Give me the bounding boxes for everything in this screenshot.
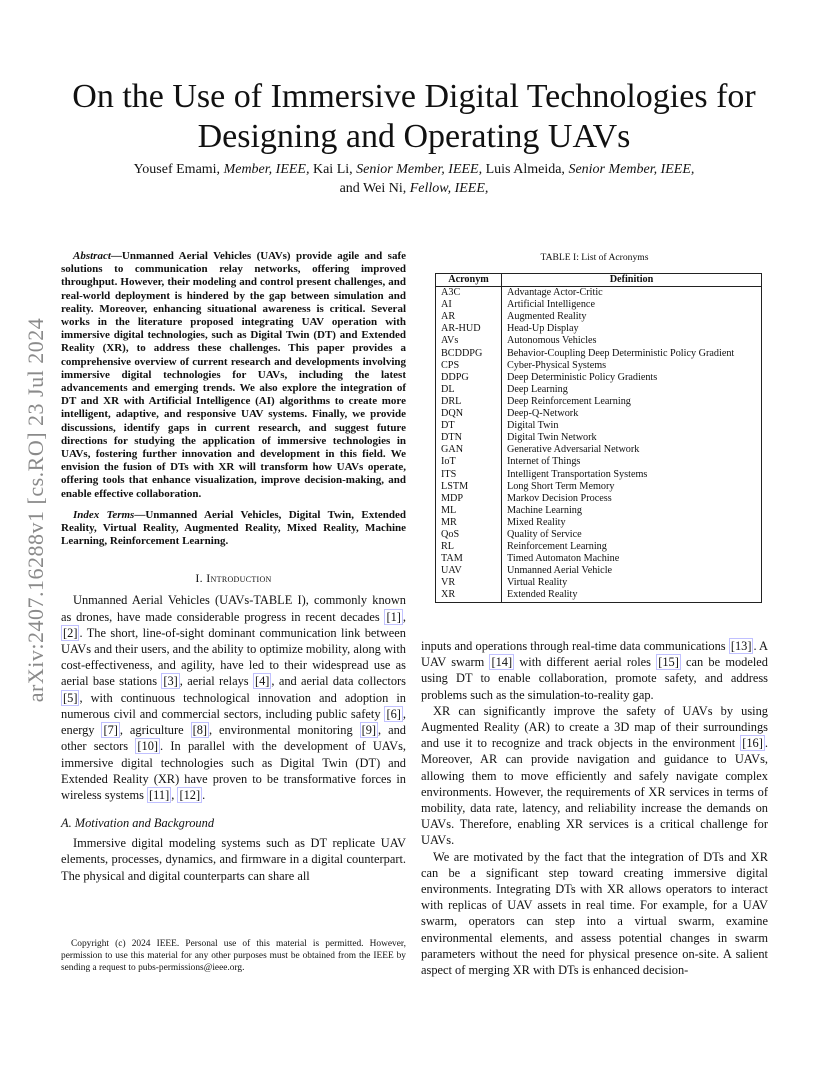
header-definition: Definition <box>502 274 762 287</box>
author-3-role: Senior Member, IEEE, <box>568 162 695 177</box>
definition-cell: Internet of Things <box>502 456 762 468</box>
intro-text: , and aerial data collectors <box>271 674 406 689</box>
abstract-text: —Unmanned Aerial Vehicles (UAVs) provide agile and safe solutions to communication relay networks, offering improved throughput. However, their modeling and control present challenges, and real-world deployment is hindered by the gap between simulation and reality. Moreover, enhancing situational awareness is critical. Several works in the literature proposed integrating UAV operation with immersive digital technologies, such as Digital Twin (DT) and Extended Reality (XR), to address these challenges. This paper provides a comprehensive overview of current research and developments involving immersive digital technologies for UAVs, including the latest advancements and emerging trends. We also explore the integration of DT and XR with Artificial Intelligence (AI) algorithms to create more intelligent, adaptive, and responsive UAV systems. Finally, we provide discussions, identify gaps in current research, and suggest future directions for studying the application of immersive technologies in UAVs, fostering further innovation and development in this field. We envision the fusion of DTs with XR will transform how UAVs operate, offering tools that enhance visualization, improve decision-making, and enable effective collaboration. <box>61 250 406 500</box>
definition-cell: Head-Up Display <box>502 323 762 335</box>
acronym-table-block <box>421 250 768 603</box>
table-row <box>436 589 762 602</box>
acronym-cell: DT <box>436 420 502 432</box>
definition-cell: Advantage Actor-Critic <box>502 287 762 300</box>
table-row <box>436 565 762 577</box>
motivation-paragraph: Immersive digital modeling systems such as DT replicate UAV elements, processes, dynamics, and firmware in a digital counterpart. The physical and digital counterparts can share all <box>61 836 406 883</box>
definition-cell: Deep Reinforcement Learning <box>502 396 762 408</box>
table-row <box>436 469 762 481</box>
intro-text: , environmental monitoring <box>209 723 360 738</box>
intro-text: , <box>402 609 406 624</box>
table-row <box>436 372 762 384</box>
definition-cell: Digital Twin Network <box>502 432 762 444</box>
citation-link[interactable]: [16] <box>742 736 763 751</box>
definition-cell: Autonomous Vehicles <box>502 335 762 347</box>
acronym-cell: TAM <box>436 553 502 565</box>
acronym-cell: IoT <box>436 456 502 468</box>
acronym-cell: AVs <box>436 335 502 347</box>
author-1-role: Member, IEEE, <box>223 162 310 177</box>
definition-cell: Deep-Q-Network <box>502 408 762 420</box>
acronym-cell: RL <box>436 541 502 553</box>
definition-cell: Mixed Reality <box>502 517 762 529</box>
table-row <box>436 541 762 553</box>
table-row <box>436 420 762 432</box>
left-column <box>61 250 406 884</box>
table-row <box>436 529 762 541</box>
index-terms-text: —Unmanned Aerial Vehicles, Digital Twin, Extended Reality, Virtual Reality, Augmented Reality, Mixed Reality, Machine Learning, Reinforcement Learning. <box>61 508 406 548</box>
table-row <box>436 335 762 347</box>
citation-link[interactable]: [11] <box>149 787 170 802</box>
header-acronym: Acronym <box>436 274 502 287</box>
intro-text: Unmanned Aerial Vehicles (UAVs-TABLE I), commonly known as drones, have made considerable progress in recent decades <box>61 593 406 624</box>
intro-text: . The short, line-of-sight dominant communication link between UAVs and their users, and the ability to optimize mobility, along with cost-effectiveness, and agility, have led to their widespread use as aerial base stations <box>61 625 406 689</box>
acronym-cell: UAV <box>436 565 502 577</box>
citation-link[interactable]: [4] <box>254 674 270 689</box>
table-row <box>436 456 762 468</box>
table-row <box>436 517 762 529</box>
section-number: I. <box>195 571 207 586</box>
citation-link[interactable]: [2] <box>63 625 78 640</box>
table-row <box>436 432 762 444</box>
citation-link[interactable]: [1] <box>386 609 401 624</box>
acronym-cell: DTN <box>436 432 502 444</box>
definition-cell: Unmanned Aerial Vehicle <box>502 565 762 577</box>
table-caption: TABLE I: List of Acronyms <box>540 252 649 263</box>
arxiv-identifier: arXiv:2407.16288v1 [cs.RO] 23 Jul 2024 <box>23 317 49 703</box>
citation-link[interactable]: [14] <box>491 655 513 670</box>
author-2: Kai Li, <box>309 162 357 177</box>
acronym-cell: ML <box>436 505 502 517</box>
citation-link[interactable]: [6] <box>386 706 401 721</box>
definition-cell: Machine Learning <box>502 505 762 517</box>
citation-link[interactable]: [7] <box>103 723 118 738</box>
table-row <box>436 408 762 420</box>
citation-link[interactable]: [8] <box>192 723 208 738</box>
acronym-cell: MR <box>436 517 502 529</box>
acronym-cell: VR <box>436 577 502 589</box>
body-text: with different aerial roles <box>514 655 657 670</box>
acronym-cell: CPS <box>436 360 502 372</box>
table-header-row <box>436 274 762 287</box>
table-row <box>436 444 762 456</box>
acronym-cell: BCDDPG <box>436 348 502 360</box>
definition-cell: Reinforcement Learning <box>502 541 762 553</box>
citation-link[interactable]: [12] <box>179 787 201 802</box>
table-row <box>436 299 762 311</box>
definition-cell: Cyber-Physical Systems <box>502 360 762 372</box>
author-list <box>60 160 768 198</box>
author-4: and Wei Ni, <box>339 181 410 196</box>
acronym-cell: AR-HUD <box>436 323 502 335</box>
acronym-cell: GAN <box>436 444 502 456</box>
subsection-heading: A. Motivation and Background <box>61 816 215 831</box>
index-terms-lead: Index Terms <box>73 508 135 521</box>
citation-link[interactable]: [5] <box>63 690 78 705</box>
table-row <box>436 384 762 396</box>
acronym-cell: DDPG <box>436 372 502 384</box>
right-paragraph-1 <box>421 638 768 703</box>
definition-cell: Virtual Reality <box>502 577 762 589</box>
abstract <box>61 250 406 501</box>
definition-cell: Behavior-Coupling Deep Deterministic Policy Gradient <box>502 348 762 360</box>
table-row <box>436 311 762 323</box>
body-text: can be modeled using DT to enable collaboration, promote safety, and address problems such as the simulation-to-reality gap. <box>421 655 768 702</box>
acronym-table-body <box>436 287 762 602</box>
arxiv-side-stamp <box>22 300 50 720</box>
right-column-body <box>421 638 768 978</box>
citation-link[interactable]: [10] <box>137 739 159 754</box>
table-row <box>436 505 762 517</box>
table-row <box>436 348 762 360</box>
acronym-cell: ITS <box>436 469 502 481</box>
definition-cell: Extended Reality <box>502 589 762 602</box>
table-row <box>436 493 762 505</box>
abstract-lead: Abstract <box>73 250 111 262</box>
copyright-footnote: Copyright (c) 2024 IEEE. Personal use of this material is permitted. However, permission to use this material for any other purposes must be obtained from the IEEE by sending a request to pubs-permissions@ieee.org. <box>61 939 406 973</box>
definition-cell: Artificial Intelligence <box>502 299 762 311</box>
definition-cell: Timed Automaton Machine <box>502 553 762 565</box>
table-row <box>436 323 762 335</box>
paper-title: On the Use of Immersive Digital Technologies for Designing and Operating UAVs <box>72 78 756 155</box>
acronym-cell: XR <box>436 589 502 602</box>
intro-text: , with continuous technological innovation and adoption in numerous civil and commercial sectors, including public safety <box>61 690 406 721</box>
definition-cell: Augmented Reality <box>502 311 762 323</box>
citation-link[interactable]: [3] <box>163 674 178 689</box>
acronym-cell: LSTM <box>436 481 502 493</box>
body-text: . Moreover, AR can provide navigation and guidance to UAVs, allowing them to move efficiently and safely navigate complex environments. However, the requirements of XR services in terms of mobility, data rate, latency, and reliability increase the demands on UAVs. Therefore, enabling XR services is a critical challenge for UAVs. <box>421 736 768 848</box>
intro-text: , energy <box>61 706 406 738</box>
intro-paragraph <box>61 592 406 803</box>
definition-cell: Deep Deterministic Policy Gradients <box>502 372 762 384</box>
table-row <box>436 553 762 565</box>
author-1: Yousef Emami, <box>133 162 224 177</box>
intro-text: , agriculture <box>119 723 191 738</box>
intro-text: . <box>202 787 206 802</box>
intro-text: . In parallel with the development of UAVs, immersive digital technologies such as Digital Twin (DT) and Extended Reality (XR) have proven to be transformative forces in wireless systems <box>61 739 407 802</box>
definition-cell: Quality of Service <box>502 529 762 541</box>
definition-cell: Intelligent Transportation Systems <box>502 469 762 481</box>
section-heading-introduction <box>61 570 406 586</box>
acronym-cell: QoS <box>436 529 502 541</box>
intro-text: , aerial relays <box>179 674 253 689</box>
definition-cell: Markov Decision Process <box>502 493 762 505</box>
definition-cell: Generative Adversarial Network <box>502 444 762 456</box>
acronym-cell: DL <box>436 384 502 396</box>
right-paragraph-2 <box>421 703 768 849</box>
section-title: Introduction <box>206 571 272 586</box>
body-text: inputs and operations through real-time data communications <box>421 639 729 653</box>
citation-link[interactable]: [13] <box>730 639 752 653</box>
acronym-cell: MDP <box>436 493 502 505</box>
acronym-table <box>435 273 762 603</box>
intro-text: , and other sectors <box>61 723 406 754</box>
definition-cell: Long Short Term Memory <box>502 481 762 493</box>
intro-text: , <box>171 787 178 802</box>
table-row <box>436 360 762 372</box>
definition-cell: Deep Learning <box>502 384 762 396</box>
author-4-role: Fellow, IEEE, <box>409 181 489 196</box>
right-paragraph-3: We are motivated by the fact that the integration of DTs and XR can be a significant step toward creating immersive digital environments. Integrating DTs with XR allows operators to interact with replicas of UAV assets in real time. For example, for a UAV swarm, operators can step into a virtual swarm, examine environmental elements, and assess potential changes in swarm parameters without the need for physical presence on-site. A salient aspect of merging XR with DTs is enhanced decision- <box>421 849 768 978</box>
acronym-cell: DQN <box>436 408 502 420</box>
table-row <box>436 287 762 300</box>
acronym-cell: AR <box>436 311 502 323</box>
acronym-cell: A3C <box>436 287 502 300</box>
author-3: Luis Almeida, <box>482 162 569 177</box>
table-row <box>436 481 762 493</box>
table-row <box>436 577 762 589</box>
acronym-cell: DRL <box>436 396 502 408</box>
citation-link[interactable]: [15] <box>658 655 679 670</box>
citation-link[interactable]: [9] <box>361 723 377 738</box>
body-text: . A UAV swarm <box>421 639 769 670</box>
acronym-cell: AI <box>436 299 502 311</box>
definition-cell: Digital Twin <box>502 420 762 432</box>
body-text: XR can significantly improve the safety of UAVs by using Augmented Reality (AR) to create a 3D map of their surroundings and use it to recognize and track objects in the environment <box>421 703 768 751</box>
table-row <box>436 396 762 408</box>
index-terms <box>61 509 406 549</box>
author-2-role: Senior Member, IEEE, <box>356 162 483 177</box>
